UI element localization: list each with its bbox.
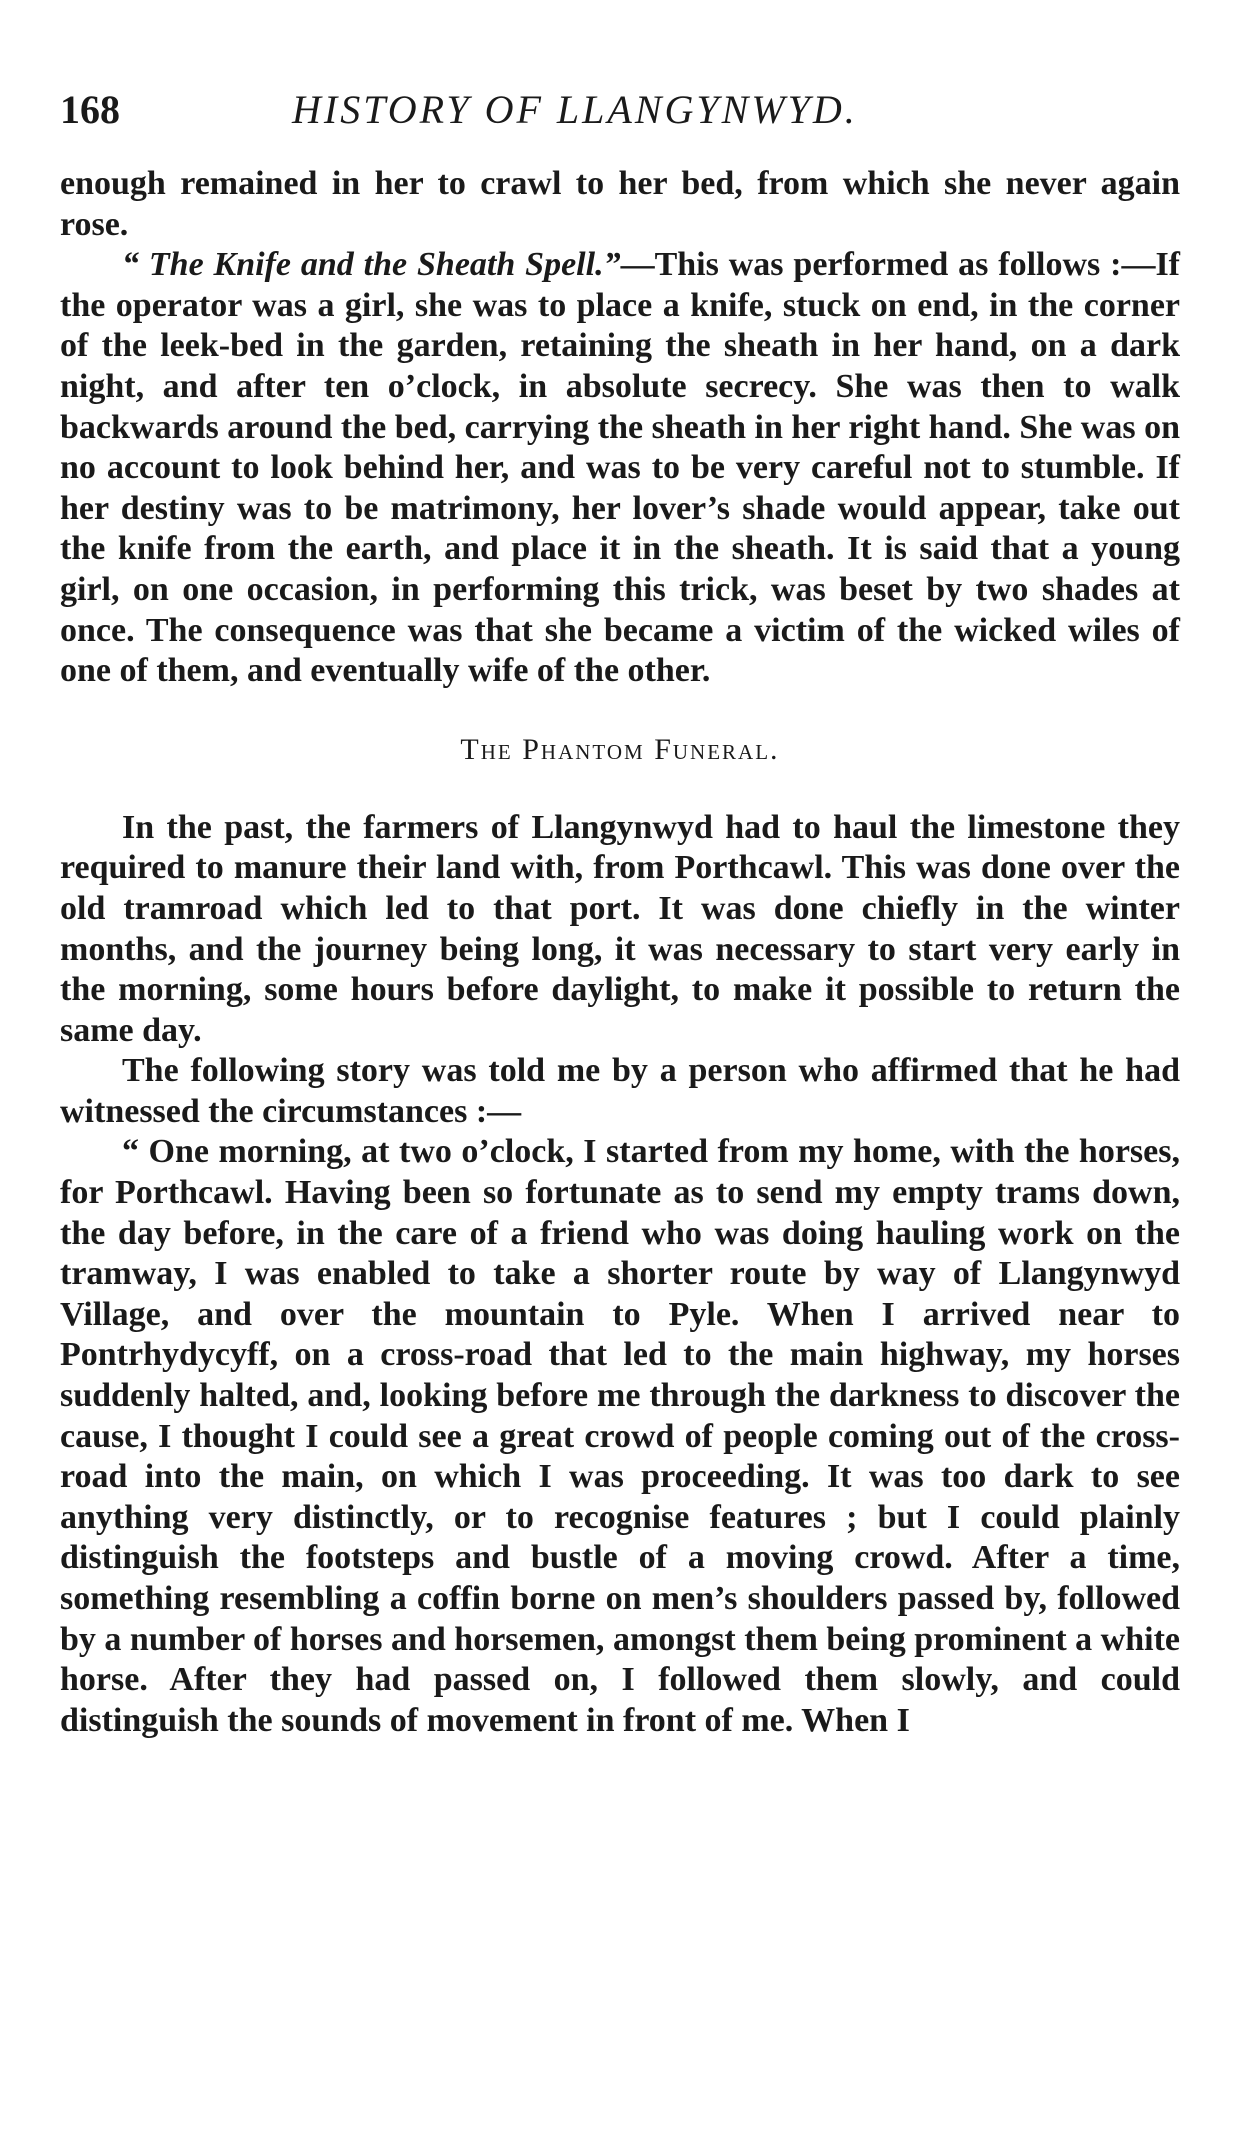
paragraph-continuation: enough remained in her to crawl to her bed, from which she never again rose. [60, 165, 1180, 243]
book-page [60, 86, 1180, 1741]
paragraph-story-intro: The following story was told me by a person who affirmed that he had witnessed the circumstances :— [60, 1052, 1180, 1130]
spell-title: “ The Knife and the Sheath Spell.” [122, 246, 621, 284]
spell-description: —This was performed as follows :—If the operator was a girl, she was to place a knife, stuck on end, in the corner of the leek-bed in the garden, retaining the sheath in her hand, on a dark night, and after ten o’clock, in absolute secrecy. She was then to walk backwards around the bed, carrying the sheath in her right hand. She was on no account to look behind her, and was to be very careful not to stumble. If her destiny was to be matrimony, her lover’s shade would appear, take out the knife from the earth, and place it in the sheath. It is said that a young girl, on one occasion, in performing this trick, was beset by two shades at once. The consequence was that she became a victim of the wicked wiles of one of them, and eventually wife of the other. [60, 246, 1181, 690]
page-number: 168 [60, 87, 120, 132]
section-heading: The Phantom Funeral. [460, 732, 780, 766]
body-text [60, 164, 1180, 1741]
paragraph-witness-account: “ One morning, at two o’clock, I started from my home, with the horses, for Porthcawl. Having been so fortunate as to send my empty trams down, the day before, in the care of a friend who was doing hauling work on the tramway, I was enabled to take a shorter route by way of Llangynwyd Village, and over the mountain to Pyle. When I arrived near to Pontrhydycyff, on a cross-road that led to the main highway, my horses suddenly halted, and, looking before me through the darkness to discover the cause, I thought I could see a great crowd of people coming out of the cross-road into the main, on which I was proceeding. It was too dark to see anything very distinctly, or to recognise features ; but I could plainly distinguish the footsteps and bustle of a moving crowd. After a time, something resembling a coffin borne on men’s shoulders passed by, followed by a number of horses and horsemen, amongst them being prominent a white horse. After they had passed on, I followed them slowly, and could distinguish the sounds of movement in front of me. When I [60, 1133, 1180, 1739]
paragraph-limestone-haul: In the past, the farmers of Llangynwyd had to haul the limestone they required to manure their land with, from Porthcawl. This was done over the old tramroad which led to that port. It was done chiefly in the winter months, and the journey being long, it was necessary to start very early in the morning, some hours before daylight, to make it possible to return the same day. [60, 808, 1180, 1049]
running-head [60, 86, 1180, 134]
running-title: HISTORY OF LLANGYNWYD. [292, 87, 858, 132]
paragraph-knife-sheath-spell [60, 245, 1180, 692]
